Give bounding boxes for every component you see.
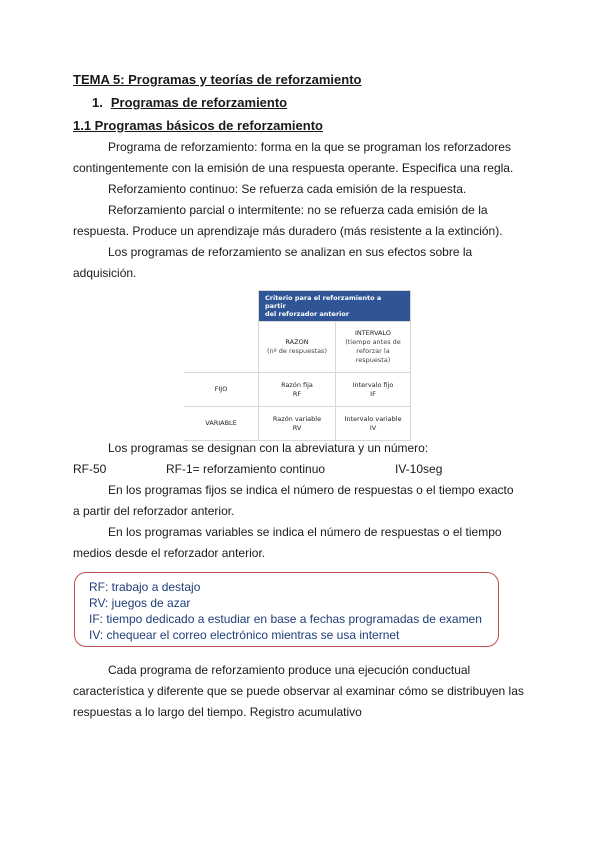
paragraph-line: respuesta. Produce un aprendizaje más duradero (más resistente a la extinción). [73,224,503,238]
example-item: RV: juegos de azar [89,596,191,610]
section-number: 1. [92,95,103,110]
example-item: IV: chequear el correo electrónico mientras se usa internet [89,628,400,642]
code-rf1: RF-1= reforzamiento continuo [166,462,326,476]
examples-box [74,572,499,647]
paragraph-line: contingentemente con la emisión de una respuesta operante. Especifica una regla. [73,161,514,175]
section-heading [92,95,287,110]
paragraph-line: Los programas se designan con la abreviatura y un número: [108,441,429,455]
row-label-variable: VARIABLE [184,407,259,441]
code-iv10: IV-10seg [395,462,443,476]
column-header-ratio: RAZON (nº de respuestas) [259,322,336,373]
paragraph-line: a partir del reforzador anterior. [73,504,235,518]
code-rf50: RF-50 [73,462,107,476]
paragraph-line: respuestas a lo largo del tiempo. Registro acumulativo [73,705,362,719]
paragraph-line: En los programas variables se indica el número de respuestas o el tiempo [108,525,502,539]
paragraph-line: En los programas fijos se indica el número de respuestas o el tiempo exacto [108,483,514,497]
row-label-fixed: FIJO [184,373,259,407]
table-cell: Intervalo fijo IF [336,373,411,407]
table-header: Criterio para el reforzamiento a partir del reforzador anterior [259,291,411,322]
schedule-criteria-table [184,290,411,441]
paragraph-line: Reforzamiento continuo: Se refuerza cada emisión de la respuesta. [108,182,467,196]
table-cell: Razón fija RF [259,373,336,407]
paragraph-line: medios desde el reforzador anterior. [73,546,266,560]
paragraph-line: Los programas de reforzamiento se analizan en sus efectos sobre la [108,245,473,259]
subsection-heading: 1.1 Programas básicos de reforzamiento [73,118,323,133]
table-cell: Razón variable RV [259,407,336,441]
paragraph-line: Reforzamiento parcial o intermitente: no se refuerza cada emisión de la [108,203,488,217]
example-item: RF: trabajo a destajo [89,580,201,594]
example-item: IF: tiempo dedicado a estudiar en base a fechas programadas de examen [89,612,482,626]
document-title: TEMA 5: Programas y teorías de reforzamiento [73,72,362,87]
paragraph-line: adquisición. [73,266,137,280]
paragraph-line: Programa de reforzamiento: forma en la que se programan los reforzadores [108,140,511,154]
section-title: Programas de reforzamiento [110,95,288,110]
column-header-interval: INTERVALO (tiempo antes de reforzar la respuesta) [336,322,411,373]
paragraph-line: Cada programa de reforzamiento produce una ejecución conductual [108,663,471,677]
table-cell: Intervalo variable IV [336,407,411,441]
paragraph-line: característica y diferente que se puede observar al examinar cómo se distribuyen las [73,684,524,698]
